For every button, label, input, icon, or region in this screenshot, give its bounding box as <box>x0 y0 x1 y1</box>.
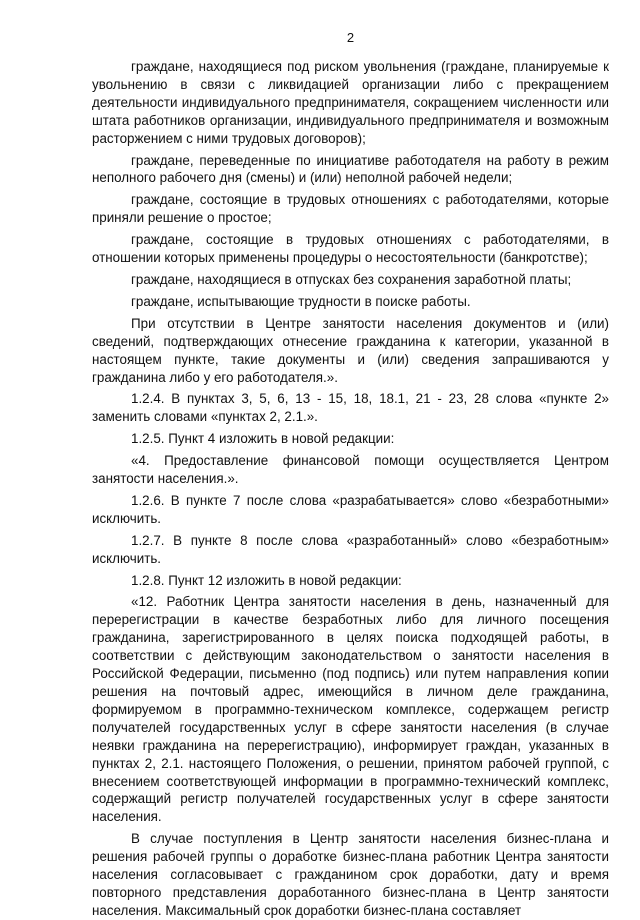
paragraph-documents-request: При отсутствии в Центре занятости населения документов и (или) сведений, подтверждающих отнесение гражданина к категории, указанной в настоящем пункте, такие документы и (или) сведения запрашиваются у гражданина либо у его работодателя.». <box>92 315 609 385</box>
paragraph-1-2-6: 1.2.6. В пункте 7 после слова «разрабатывается» слово «безработными» исключить. <box>92 492 609 526</box>
paragraph-1-2-8: 1.2.8. Пункт 12 изложить в новой редакции: <box>131 572 402 588</box>
paragraph-point-12: «12. Работник Центра занятости населения в день, назначенный для перерегистрации в качестве безработных либо для личного посещения гражданина, зарегистрированного в целях поиска подходящей работы, в соответствии с действующим законодательством о занятости населения в Российской Федерации, письменно (под подпись) или путем направления копии решения на почтовый адрес, имеющийся в личном деле гражданина, формируемом в программно-техническом комплексе, содержащем регистр получателей государственных услуг в сфере занятости населения (в случае неявки гражданина на перерегистрацию), информирует граждан, указанных в пунктах 2, 2.1. настоящего Положения, о решении, принятом рабочей группой, с внесением соответствующей информации в программно-технический комплекс, содержащий регистр получателей государственных услуг в сфере занятости населения. <box>92 594 609 825</box>
paragraph-risk-of-dismissal: граждане, находящиеся под риском увольнения (граждане, планируемые к увольнению в связи с ликвидацией организации либо с прекращением деятельности индивидуального предпринимателя, сокращением численности или штата работников организации, индивидуального предпринимателя и возможным расторжением с ними трудовых договоров); <box>92 59 609 146</box>
page-number: 2 <box>346 30 355 45</box>
paragraph-1-2-7: 1.2.7. В пункте 8 после слова «разработанный» слово «безработным» исключить. <box>92 532 609 566</box>
paragraph-point-4: «4. Предоставление финансовой помощи осуществляется Центром занятости населения.». <box>92 453 609 487</box>
paragraph-unpaid-leave: граждане, находящиеся в отпусках без сохранения заработной платы; <box>131 271 572 287</box>
paragraph-1-2-4: 1.2.4. В пунктах 3, 5, 6, 13 - 15, 18, 18.1, 21 - 23, 28 слова «пункте 2» заменить словами «пунктах 2, 2.1.». <box>92 391 609 425</box>
paragraph-bankruptcy: граждане, состоящие в трудовых отношениях с работодателями, в отношении которых применены процедуры о несостоятельности (банкротстве); <box>92 232 609 266</box>
paragraph-downtime: граждане, состоящие в трудовых отношениях с работодателями, которые приняли решение о простое; <box>92 192 609 226</box>
paragraph-1-2-5: 1.2.5. Пункт 4 изложить в новой редакции: <box>131 431 395 447</box>
paragraph-business-plan: В случае поступления в Центр занятости населения бизнес-плана и решения рабочей группы о доработке бизнес-плана работник Центра занятости населения согласовывает с гражданином срок доработки, дату и время повторного представления доработанного бизнес-плана в Центр занятости населения. Максимальный срок доработки бизнес-плана составляет <box>92 831 609 918</box>
paragraph-part-time-transfer: граждане, переведенные по инициативе работодателя на работу в режим неполного рабочего дня (смены) и (или) неполной рабочей недели; <box>92 152 609 186</box>
paragraph-job-search-difficulty: граждане, испытывающие трудности в поиске работы. <box>131 293 471 309</box>
